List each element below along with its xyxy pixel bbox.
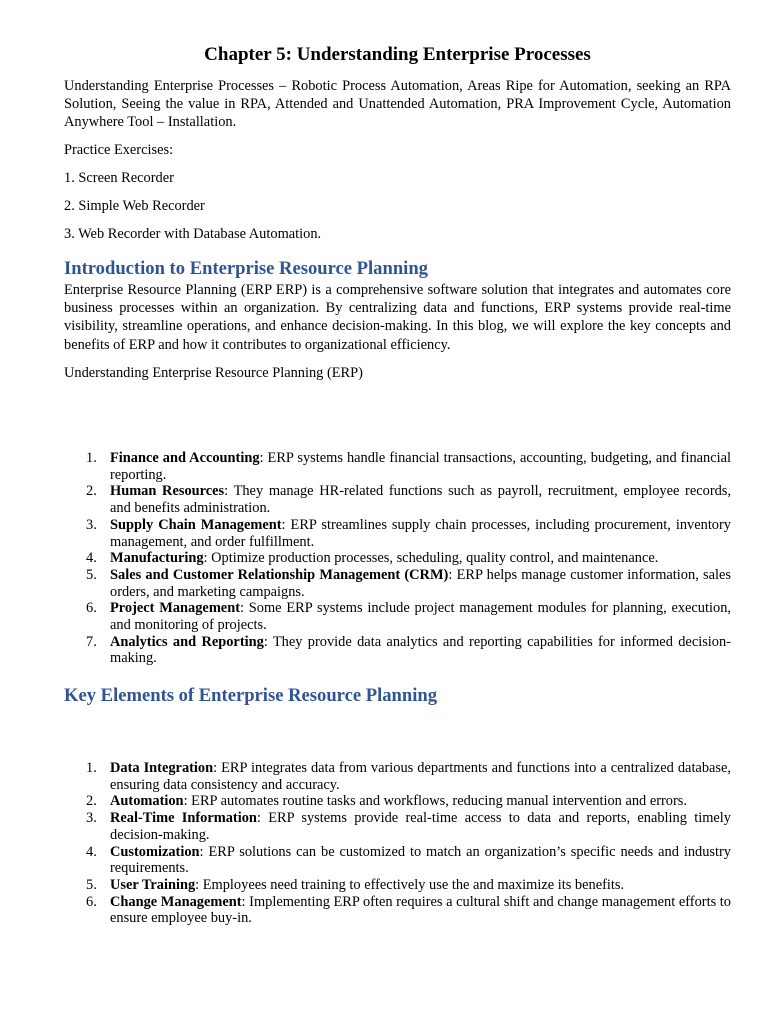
erp-modules-list [86,450,732,667]
list-text: : ERP systems handle financial transactions, accounting, budgeting, and financial reporting. [110,450,731,483]
list-number: 2. [86,483,97,500]
list-item [86,600,731,634]
list-number: 5. [86,566,97,583]
list-text: : ERP solutions can be customized to match an organization’s specific needs and industry requirements. [110,843,731,877]
list-number: 1. [86,450,97,466]
intro-paragraph: Understanding Enterprise Processes – Robotic Process Automation, Areas Ripe for Automation, seeking an RPA Solution, Seeing the value in RPA, Attended and Unattended Automation, PRA Improvement Cycle, Automation Anywhere Tool – Installation. [64,78,731,131]
list-number: 2. [86,793,97,810]
list-text: : ERP integrates data from various departments and functions into a centralized database, ensuring data consistency and accuracy. [110,760,731,793]
list-term: Supply Chain Management [110,516,282,533]
list-text: : ERP streamlines supply chain processes, including procurement, inventory management, and order fulfillment. [110,516,731,550]
list-term: Human Resources [110,483,225,500]
practice-label: Practice Exercises: [64,142,174,158]
list-item [86,483,732,517]
list-item [86,893,731,927]
list-text: : Implementing ERP often requires a cultural shift and change management efforts to ensure employee buy-in. [110,893,731,927]
list-number: 6. [86,600,97,617]
list-number: 5. [86,876,97,893]
list-number: 6. [86,893,97,910]
list-number: 4. [86,843,97,860]
list-term: Analytics and Reporting [110,633,264,650]
list-item [86,566,732,600]
list-text: : Some ERP systems include project management modules for planning, execution, and monitoring of projects. [110,600,731,634]
list-item [86,843,731,877]
list-item [86,450,731,483]
list-number: 4. [86,550,97,567]
erp-intro-paragraph: Enterprise Resource Planning (ERP ERP) is a comprehensive software solution that integrates and automates core business processes within an organization. By centralizing data and functions, ERP systems provide real-time visibility, streamline operations, and enhance decision-making. In this blog, we will explore the key concepts and benefits of ERP and how it contributes to organizational efficiency. [64,282,731,353]
practice-item-1: 1. Screen Recorder [64,170,174,186]
erp-intro-heading: Introduction to Enterprise Resource Planning [64,258,428,279]
list-term: Project Management [110,600,240,617]
list-item [86,550,731,567]
list-term: Change Management [110,893,242,910]
list-item [86,760,731,793]
list-text: : They manage HR-related functions such as payroll, recruitment, employee records, and benefits administration. [110,483,732,517]
list-number: 3. [86,516,97,533]
list-term: User Training [110,876,196,893]
list-item [86,516,731,550]
list-number: 1. [86,760,97,776]
list-term: Sales and Customer Relationship Management (CRM) [110,566,449,583]
key-elements-heading: Key Elements of Enterprise Resource Planning [64,685,438,706]
list-item [86,633,731,667]
list-text: : Employees need training to effectively use the and maximize its benefits. [195,876,625,893]
list-term: Customization [110,843,200,860]
list-term: Real-Time Information [110,810,257,827]
list-text: : ERP automates routine tasks and workflows, reducing manual intervention and errors. [183,793,687,810]
key-elements-list [86,760,731,927]
list-text: : They provide data analytics and reporting capabilities for informed decision-making. [110,633,731,667]
list-number: 3. [86,810,97,827]
list-text: : ERP helps manage customer information, sales orders, and marketing campaigns. [110,566,732,600]
list-text: : Optimize production processes, scheduling, quality control, and maintenance. [203,550,659,567]
list-term: Automation [110,793,184,810]
practice-item-3: 3. Web Recorder with Database Automation. [64,226,322,242]
list-item [86,793,731,810]
list-item [86,876,731,894]
erp-subheading: Understanding Enterprise Resource Planning (ERP) [64,365,363,381]
list-number: 7. [86,633,97,650]
list-term: Manufacturing [110,550,204,567]
list-item [86,810,731,843]
list-term: Finance and Accounting [110,450,260,466]
list-term: Data Integration [110,760,214,776]
list-text: : ERP systems provide real-time access to data and reports, enabling timely decision-making. [110,810,731,843]
practice-item-2: 2. Simple Web Recorder [64,198,205,214]
chapter-title: Chapter 5: Understanding Enterprise Processes [204,44,591,65]
